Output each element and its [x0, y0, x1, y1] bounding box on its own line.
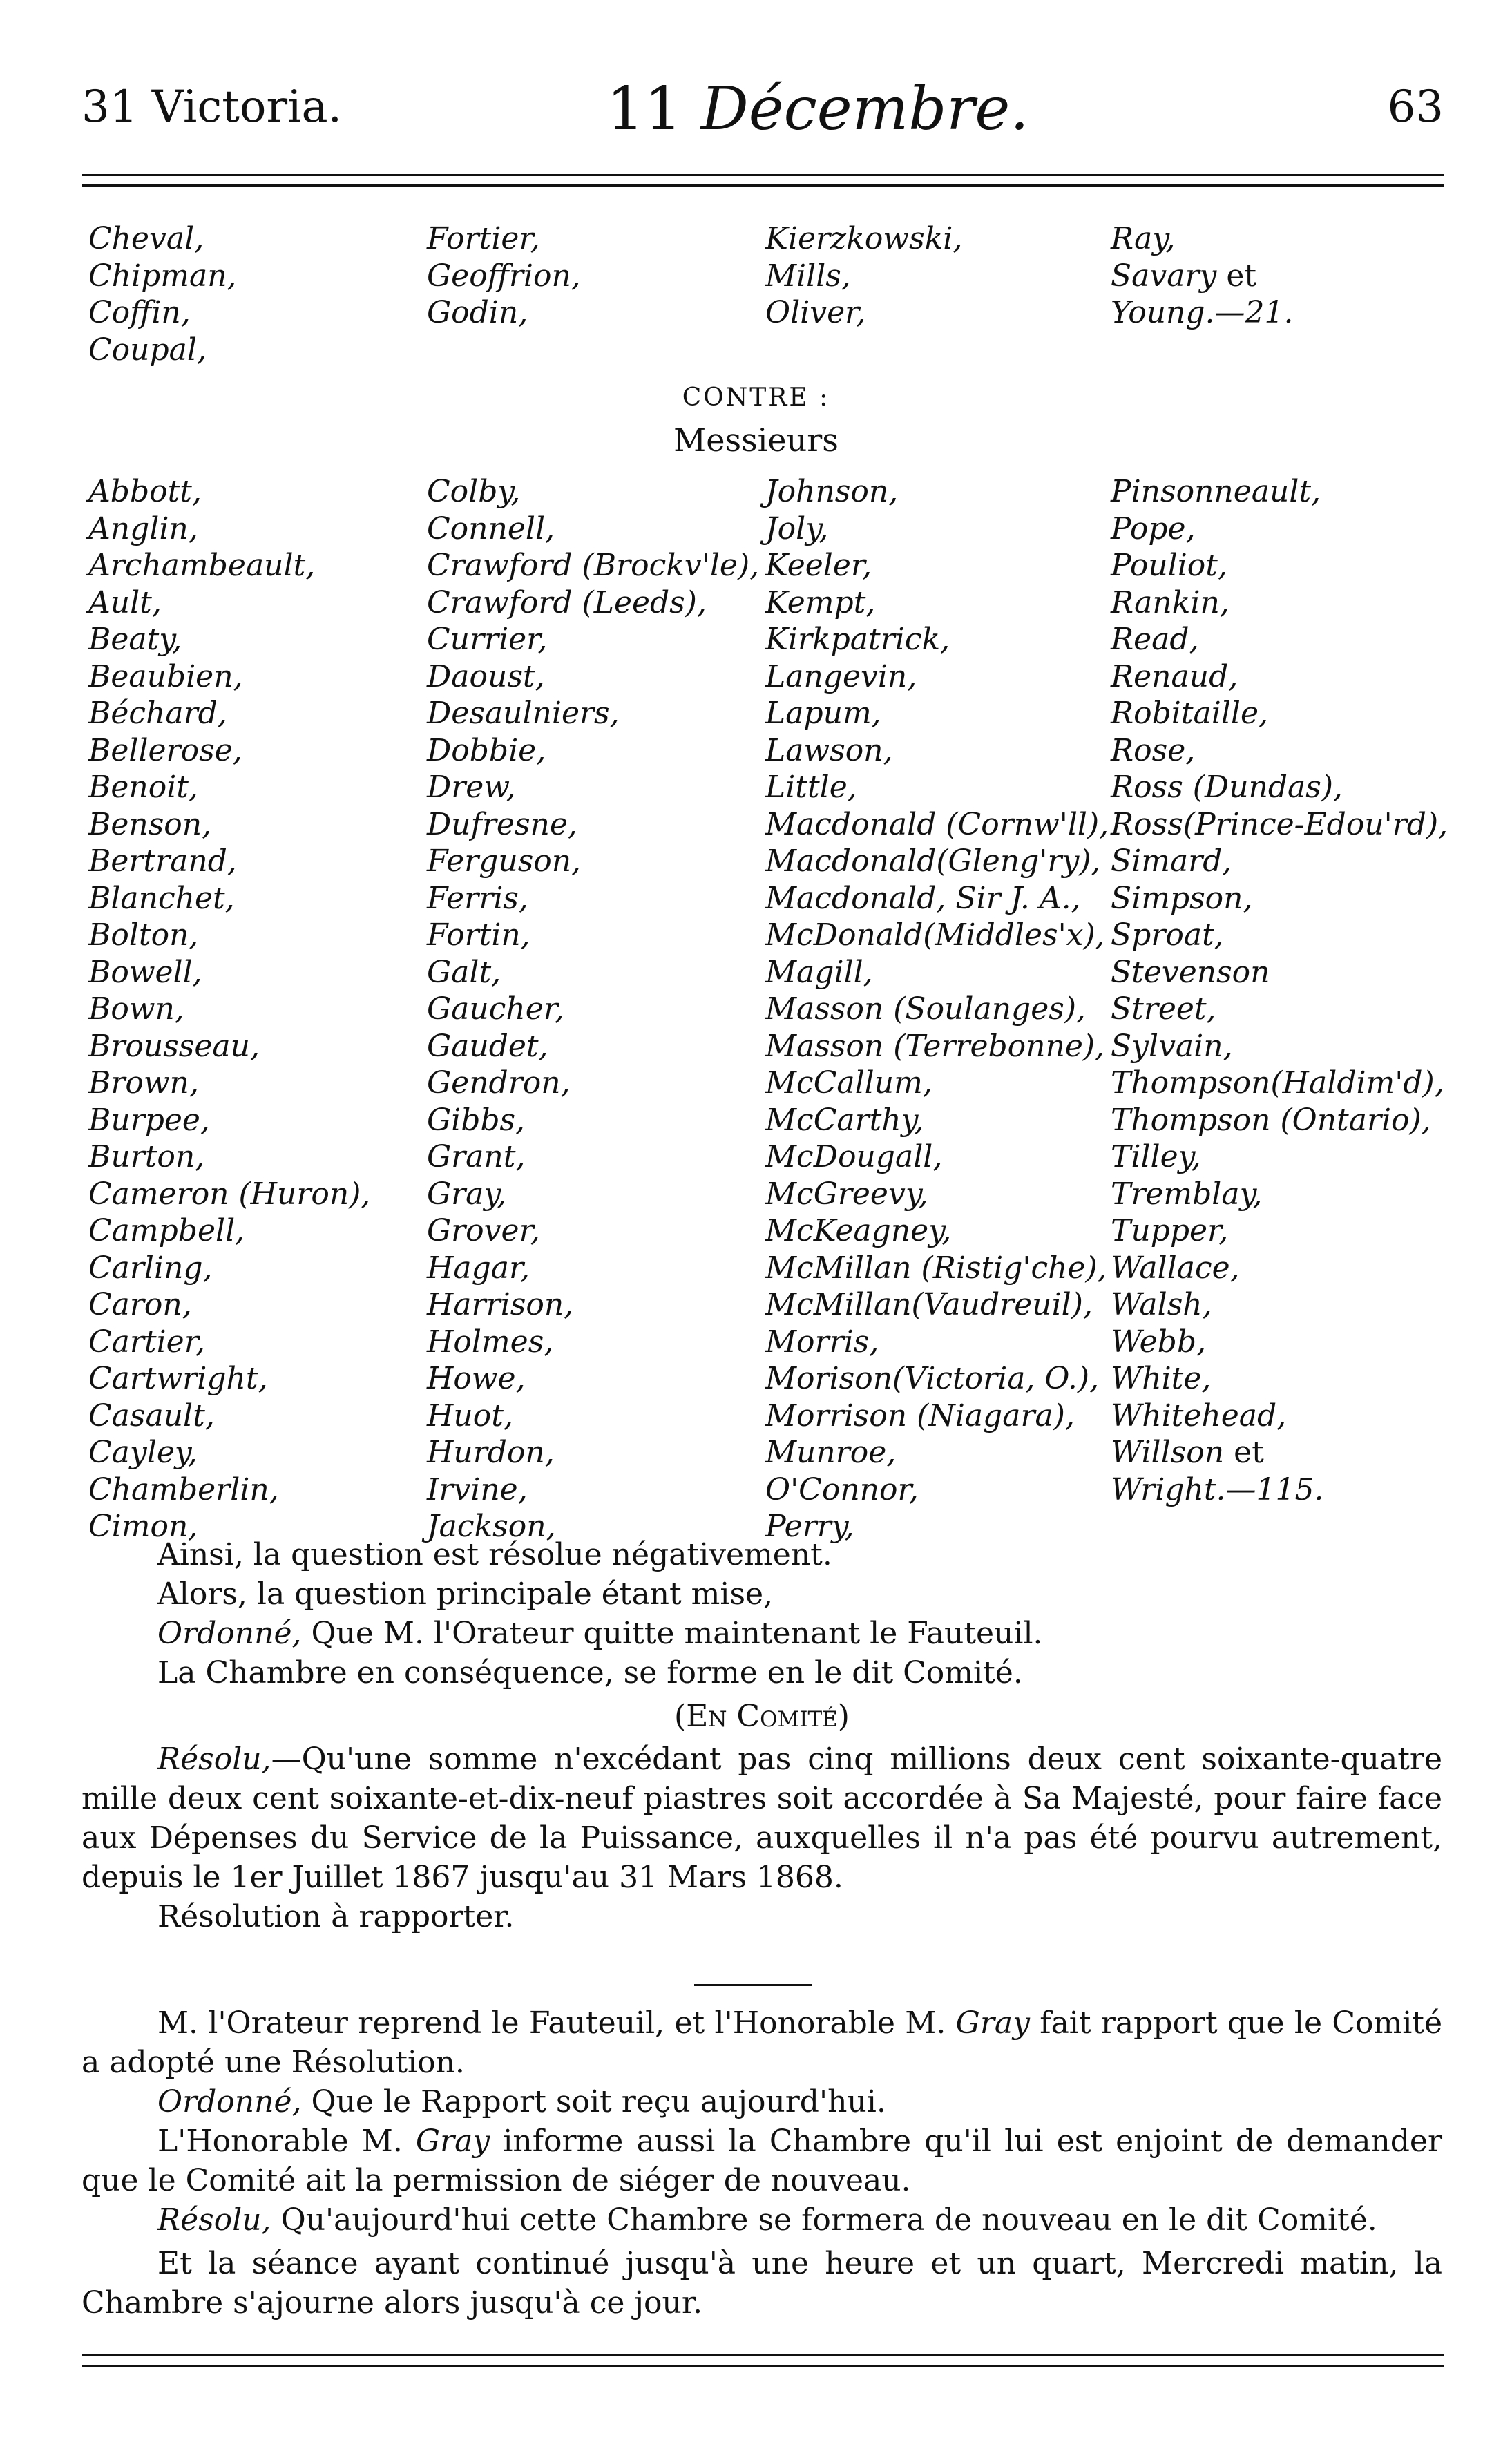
contre-name: White, [1111, 1361, 1212, 1396]
contre-name: Campbell, [88, 1213, 245, 1248]
contre-name: Cameron (Huron), [88, 1176, 371, 1212]
resolu2-text: Qu'aujourd'hui cette Chambre se formera de nouveau en le dit Comité. [271, 2202, 1377, 2238]
contre-name: Grover, [427, 1213, 540, 1248]
contre-name: Perry, [765, 1509, 854, 1544]
contre-name: Burton, [88, 1139, 205, 1174]
contre-row [82, 622, 1491, 659]
contre-name: Benoit, [88, 770, 198, 805]
contre-name [1111, 1435, 1264, 1470]
contre-name: Rose, [1111, 732, 1196, 768]
contre-row [82, 843, 1491, 881]
paragraph-alors: Alors, la question principale étant mise, [157, 1576, 774, 1612]
paragraph-ordonne-rapport [82, 2082, 1442, 2122]
contre-name: Cartier, [88, 1324, 205, 1360]
contre-name: Dobbie, [427, 732, 546, 768]
contre-name: Bellerose, [88, 732, 242, 768]
contre-name: Ross (Dundas), [1111, 770, 1343, 805]
contre-name: Daoust, [427, 658, 545, 694]
contre-name: McCallum, [765, 1065, 932, 1100]
contre-name: Harrison, [427, 1287, 574, 1322]
contre-name: Rankin, [1111, 584, 1229, 620]
contre-row [82, 1324, 1491, 1362]
contre-heading: CONTRE : [682, 383, 830, 412]
contre-name: Lawson, [765, 732, 893, 768]
contre-name: Burpee, [88, 1102, 210, 1138]
section-divider [694, 1984, 812, 1986]
contre-name: Beaubien, [88, 658, 243, 694]
contre-row [82, 1176, 1491, 1214]
pour-name: Chipman, [88, 258, 237, 294]
ordonne2-label: Ordonné, [157, 2084, 302, 2119]
en-comite-text: (En Comité) [674, 1699, 850, 1734]
contre-row [82, 1398, 1491, 1436]
contre-name: Connell, [427, 511, 555, 546]
contre-name: Kempt, [765, 584, 876, 620]
resolu-text: —Qu'une somme n'excédant pas cinq millions deux cent soixante-quatre mille deux cent soixante-et-dix-neuf piastres soit accordée à Sa Majesté, pour faire face aux Dépenses du Service de la Puissance, auxquelles il n'a pas été pourvu autrement, depuis le 1er Juillet 1867 jusqu'au 31 Mars 1868. [82, 1742, 1442, 1895]
contre-name: Gendron, [427, 1065, 571, 1100]
paragraph-seance-ajourne: Et la séance ayant continué jusqu'à une heure et un quart, Mercredi matin, la Chambre s'ajourne alors jusqu'à ce jour. [82, 2246, 1442, 2320]
pour-name: Kierzkowski, [765, 221, 963, 256]
contre-name: Pouliot, [1111, 548, 1227, 583]
contre-name: Morison(Victoria, O.), [765, 1361, 1100, 1396]
contre-name: Grant, [427, 1139, 526, 1174]
pour-name: Coupal, [88, 332, 207, 368]
resolu-label: Résolu, [157, 1742, 271, 1777]
pour-et: et [1226, 258, 1257, 294]
contre-name-text: Willson [1111, 1435, 1225, 1470]
contre-et: et [1234, 1435, 1264, 1470]
contre-name: Hurdon, [427, 1435, 555, 1470]
pour-name: Young.—21. [1111, 295, 1294, 330]
contre-name: Keeler, [765, 548, 872, 583]
date-month: Décembre. [700, 75, 1029, 144]
contre-name: Bertrand, [88, 843, 237, 879]
contre-name: McDonald(Middles'x), [765, 917, 1105, 953]
contre-name: Bown, [88, 991, 184, 1027]
contre-name: Lapum, [765, 696, 881, 731]
contre-name: Casault, [88, 1398, 215, 1433]
ordonne-text: Que M. l'Orateur quitte maintenant le Fauteuil. [301, 1616, 1043, 1651]
pour-name: Fortier, [427, 221, 540, 256]
contre-name: Béchard, [88, 696, 227, 731]
contre-name: Macdonald (Cornw'll), [765, 806, 1109, 842]
paragraph-resolu-comite [82, 2200, 1442, 2240]
contre-name: Currier, [427, 622, 548, 657]
pour-name: Mills, [765, 258, 851, 294]
contre-name: Huot, [427, 1398, 513, 1433]
contre-name: Archambeault, [88, 548, 316, 583]
contre-name: Cartwright, [88, 1361, 268, 1396]
contre-row [82, 1361, 1491, 1398]
contre-name: Dufresne, [427, 806, 577, 842]
contre-name: Crawford (Leeds), [427, 584, 707, 620]
page-date [606, 75, 1029, 144]
pour-row [82, 221, 1491, 258]
contre-names-list [82, 474, 1491, 1546]
contre-name: Brousseau, [88, 1028, 260, 1064]
contre-name: Beaty, [88, 622, 182, 657]
contre-name: Ferris, [427, 880, 528, 916]
paragraph-orateur-reprend [82, 2003, 1442, 2082]
contre-row [82, 1139, 1491, 1176]
contre-name: Wright.—115. [1111, 1471, 1324, 1507]
contre-name: Tupper, [1111, 1213, 1229, 1248]
contre-name: McGreevy, [765, 1176, 928, 1212]
pour-name: Cheval, [88, 221, 204, 256]
contre-name: Little, [765, 770, 857, 805]
contre-row [82, 659, 1491, 696]
pour-names-list [82, 221, 1491, 369]
contre-name: Magill, [765, 954, 873, 990]
contre-name: Morris, [765, 1324, 879, 1360]
honorable-text-b: informe aussi la Chambre qu'il lui est enjoint de demander que le Comité ait la permission de siéger de nouveau. [82, 2124, 1443, 2198]
resolu2-label: Résolu, [157, 2202, 271, 2238]
pour-name [1111, 258, 1256, 294]
contre-row [82, 917, 1491, 955]
pour-row [82, 258, 1491, 296]
contre-name: Cimon, [88, 1509, 198, 1544]
contre-row [82, 1435, 1491, 1472]
pour-row [82, 332, 1491, 370]
contre-row [82, 807, 1491, 844]
contre-row [82, 548, 1491, 585]
pour-name: Oliver, [765, 295, 866, 330]
contre-name: Cayley, [88, 1435, 198, 1470]
contre-name: Fortin, [427, 917, 530, 953]
contre-name: Hagar, [427, 1250, 530, 1286]
pour-name: Godin, [427, 295, 528, 330]
contre-name: Pinsonneault, [1111, 474, 1321, 509]
contre-name: Langevin, [765, 658, 917, 694]
contre-row [82, 733, 1491, 770]
paragraph-ainsi: Ainsi, la question est résolue négativement. [157, 1537, 832, 1572]
contre-row [82, 881, 1491, 918]
contre-name: Benson, [88, 806, 212, 842]
contre-name: Sylvain, [1111, 1028, 1233, 1064]
paragraph-honorable-gray [82, 2122, 1442, 2200]
messieurs-heading: Messieurs [673, 421, 839, 459]
orateur-gray: Gray [955, 2005, 1030, 2041]
contre-row [82, 1472, 1491, 1509]
contre-name: Tremblay, [1111, 1176, 1263, 1212]
contre-name: Sproat, [1111, 917, 1224, 953]
contre-name: O'Connor, [765, 1471, 919, 1507]
contre-name: Munroe, [765, 1435, 897, 1470]
page-header [82, 75, 1444, 151]
pour-name-text: Savary [1111, 258, 1217, 294]
contre-name: Gaucher, [427, 991, 564, 1027]
contre-row [82, 1103, 1491, 1140]
contre-row [82, 585, 1491, 622]
contre-name: Ross(Prince-Edou'rd), [1111, 806, 1448, 842]
contre-name: Carling, [88, 1250, 213, 1286]
contre-name: McKeagney, [765, 1213, 952, 1248]
honorable-gray: Gray [415, 2124, 490, 2159]
contre-row [82, 770, 1491, 807]
paragraph-resolu-somme [82, 1740, 1442, 1897]
contre-name: Thompson (Ontario), [1111, 1102, 1431, 1138]
contre-name: Street, [1111, 991, 1216, 1027]
contre-row [82, 1213, 1491, 1250]
contre-name: Masson (Terrebonne), [765, 1028, 1105, 1064]
contre-name: Stevenson [1111, 954, 1270, 990]
pour-name: Ray, [1111, 221, 1176, 256]
contre-name: Ferguson, [427, 843, 582, 879]
contre-name: Robitaille, [1111, 696, 1269, 731]
paragraph-chambre-comite: La Chambre en conséquence, se forme en le dit Comité. [157, 1655, 1023, 1690]
honorable-text-a: L'Honorable M. [157, 2124, 416, 2159]
contre-name: Wallace, [1111, 1250, 1240, 1286]
contre-name: McDougall, [765, 1139, 943, 1174]
contre-name: Webb, [1111, 1324, 1206, 1360]
contre-name: Brown, [88, 1065, 199, 1100]
ordonne2-text: Que le Rapport soit reçu aujourd'hui. [301, 2084, 886, 2119]
contre-name: Macdonald(Gleng'ry), [765, 843, 1101, 879]
contre-name: Thompson(Haldim'd), [1111, 1065, 1444, 1100]
contre-name: McMillan (Ristig'che), [765, 1250, 1107, 1286]
header-rule [82, 174, 1444, 187]
contre-row [82, 696, 1491, 733]
contre-name: Renaud, [1111, 658, 1238, 694]
orateur-text-b: fait rapport que le Comité a adopté une Résolution. [82, 2005, 1442, 2080]
pour-row [82, 295, 1491, 332]
contre-name: Gaudet, [427, 1028, 548, 1064]
en-comite-heading [82, 1697, 1442, 1736]
contre-name: Kirkpatrick, [765, 622, 950, 657]
page-number: 63 [1387, 82, 1444, 133]
paragraph-ordonne-fauteuil [82, 1614, 1442, 1653]
contre-name: Colby, [427, 474, 521, 509]
contre-name: Masson (Soulanges), [765, 991, 1086, 1027]
contre-name: Anglin, [88, 511, 198, 546]
contre-name: Gibbs, [427, 1102, 526, 1138]
contre-name: Pope, [1111, 511, 1196, 546]
contre-name: Macdonald, Sir J. A., [765, 880, 1081, 916]
contre-name: Galt, [427, 954, 501, 990]
contre-name: McCarthy, [765, 1102, 924, 1138]
contre-row [82, 1065, 1491, 1103]
orateur-text-a: M. l'Orateur reprend le Fauteuil, et l'Honorable M. [157, 2005, 956, 2041]
contre-row [82, 511, 1491, 549]
contre-name: Gray, [427, 1176, 507, 1212]
contre-name: Read, [1111, 622, 1199, 657]
contre-row [82, 1250, 1491, 1288]
contre-name: McMillan(Vaudreuil), [765, 1287, 1093, 1322]
contre-name: Drew, [427, 770, 516, 805]
footer-rule [82, 2354, 1444, 2367]
date-day: 11 [606, 75, 682, 144]
contre-name: Simard, [1111, 843, 1232, 879]
contre-name: Simpson, [1111, 880, 1253, 916]
contre-name: Ault, [88, 584, 162, 620]
contre-name: Walsh, [1111, 1287, 1212, 1322]
contre-name: Irvine, [427, 1471, 528, 1507]
pour-name: Geoffrion, [427, 258, 581, 294]
contre-name: Tilley, [1111, 1139, 1201, 1174]
session-label: 31 Victoria. [82, 82, 342, 133]
contre-name: Caron, [88, 1287, 192, 1322]
contre-name: Howe, [427, 1361, 526, 1396]
contre-name: Johnson, [765, 474, 899, 509]
contre-row [82, 1287, 1491, 1324]
contre-row [82, 1029, 1491, 1066]
contre-name: Jackson, [427, 1509, 556, 1544]
contre-name: Morrison (Niagara), [765, 1398, 1075, 1433]
contre-name: Crawford (Brockv'le), [427, 548, 760, 583]
pour-name: Coffin, [88, 295, 191, 330]
contre-name: Joly, [765, 511, 829, 546]
contre-row [82, 955, 1491, 992]
contre-name: Whitehead, [1111, 1398, 1287, 1433]
contre-name: Holmes, [427, 1324, 554, 1360]
contre-name: Desaulniers, [427, 696, 620, 731]
ordonne-label: Ordonné, [157, 1616, 302, 1651]
contre-name: Blanchet, [88, 880, 235, 916]
contre-name: Abbott, [88, 474, 202, 509]
contre-name: Bowell, [88, 954, 202, 990]
contre-name: Chamberlin, [88, 1471, 279, 1507]
contre-row [82, 474, 1491, 511]
paragraph-resolution-rapporter: Résolution à rapporter. [157, 1899, 515, 1934]
contre-name: Bolton, [88, 917, 199, 953]
contre-row [82, 991, 1491, 1029]
